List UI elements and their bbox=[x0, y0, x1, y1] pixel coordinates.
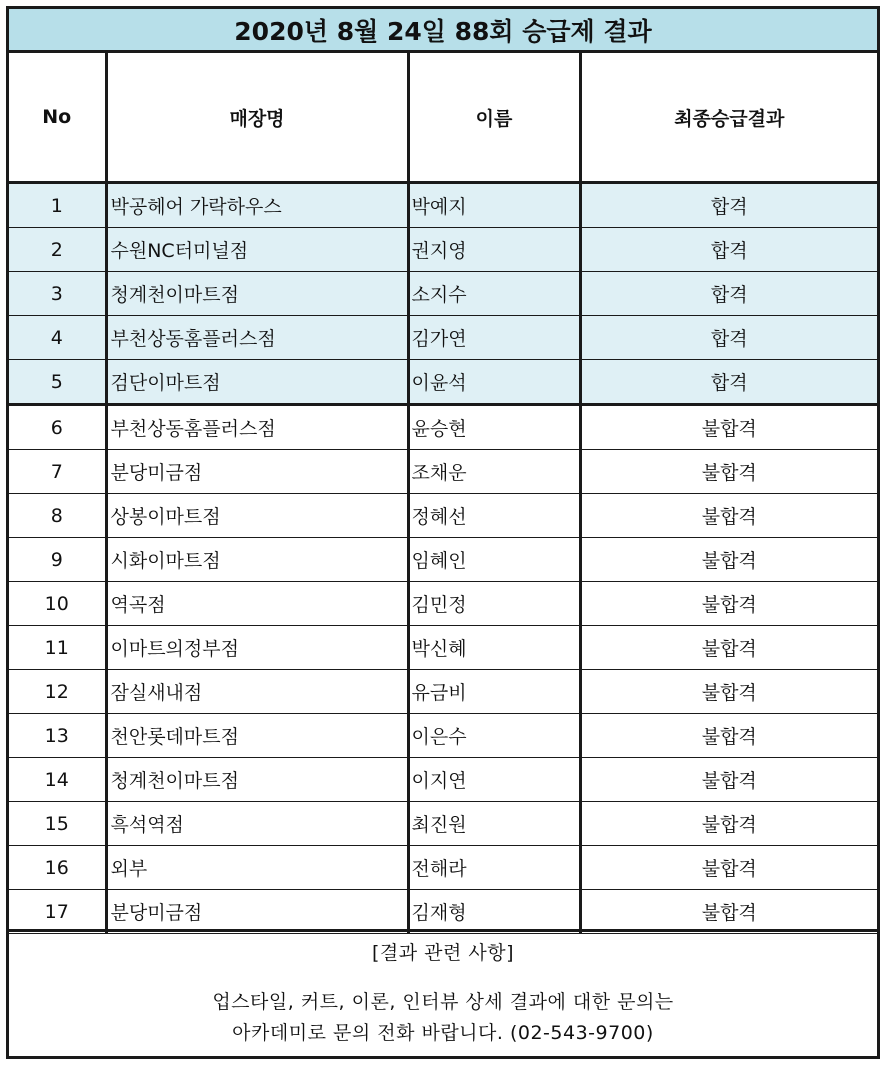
cell-result: 합격 bbox=[580, 272, 877, 316]
cell-result: 합격 bbox=[580, 316, 877, 360]
cell-no: 1 bbox=[9, 183, 106, 228]
notes-line-2: 아카데미로 문의 전화 바랍니다. (02-543-9700) bbox=[232, 1022, 654, 1044]
cell-store: 분당미금점 bbox=[106, 890, 408, 934]
results-sheet bbox=[6, 6, 880, 1059]
cell-result: 불합격 bbox=[580, 802, 877, 846]
cell-store: 부천상동홈플러스점 bbox=[106, 316, 408, 360]
cell-no: 4 bbox=[9, 316, 106, 360]
cell-no: 8 bbox=[9, 494, 106, 538]
cell-result: 불합격 bbox=[580, 890, 877, 934]
cell-name: 임혜인 bbox=[408, 538, 580, 582]
header-row bbox=[9, 53, 877, 183]
cell-name: 이지연 bbox=[408, 758, 580, 802]
header-store: 매장명 bbox=[106, 53, 408, 183]
notes-title: [결과 관련 사항] bbox=[371, 942, 515, 964]
cell-result: 불합격 bbox=[580, 405, 877, 450]
cell-name: 소지수 bbox=[408, 272, 580, 316]
cell-name: 윤승현 bbox=[408, 405, 580, 450]
header-no: No bbox=[9, 53, 106, 183]
cell-no: 9 bbox=[9, 538, 106, 582]
table-row bbox=[9, 450, 877, 494]
results-table bbox=[9, 53, 877, 934]
cell-no: 16 bbox=[9, 846, 106, 890]
table-row bbox=[9, 626, 877, 670]
table-row bbox=[9, 890, 877, 934]
cell-name: 김재형 bbox=[408, 890, 580, 934]
table-row bbox=[9, 272, 877, 316]
cell-result: 불합격 bbox=[580, 582, 877, 626]
cell-no: 13 bbox=[9, 714, 106, 758]
table-row bbox=[9, 228, 877, 272]
table-row bbox=[9, 316, 877, 360]
cell-result: 합격 bbox=[580, 228, 877, 272]
notes-line-1: 업스타일, 커트, 이론, 인터뷰 상세 결과에 대한 문의는 bbox=[212, 991, 674, 1013]
table-row bbox=[9, 183, 877, 228]
results-rows bbox=[9, 183, 877, 934]
cell-result: 불합격 bbox=[580, 538, 877, 582]
cell-name: 김가연 bbox=[408, 316, 580, 360]
table-row bbox=[9, 670, 877, 714]
table-row bbox=[9, 538, 877, 582]
cell-result: 불합격 bbox=[580, 670, 877, 714]
table-row bbox=[9, 582, 877, 626]
cell-result: 불합격 bbox=[580, 714, 877, 758]
table-row bbox=[9, 405, 877, 450]
cell-store: 검단이마트점 bbox=[106, 360, 408, 405]
table-row bbox=[9, 758, 877, 802]
cell-store: 역곡점 bbox=[106, 582, 408, 626]
cell-store: 박공헤어 가락하우스 bbox=[106, 183, 408, 228]
cell-no: 3 bbox=[9, 272, 106, 316]
cell-store: 잠실새내점 bbox=[106, 670, 408, 714]
cell-name: 이은수 bbox=[408, 714, 580, 758]
header-result: 최종승급결과 bbox=[580, 53, 877, 183]
cell-result: 합격 bbox=[580, 183, 877, 228]
cell-name: 최진원 bbox=[408, 802, 580, 846]
table-row bbox=[9, 802, 877, 846]
cell-no: 10 bbox=[9, 582, 106, 626]
cell-name: 이윤석 bbox=[408, 360, 580, 405]
cell-store: 상봉이마트점 bbox=[106, 494, 408, 538]
cell-no: 14 bbox=[9, 758, 106, 802]
cell-no: 15 bbox=[9, 802, 106, 846]
cell-result: 불합격 bbox=[580, 846, 877, 890]
cell-name: 박예지 bbox=[408, 183, 580, 228]
cell-result: 불합격 bbox=[580, 758, 877, 802]
cell-store: 수원NC터미널점 bbox=[106, 228, 408, 272]
table-row bbox=[9, 360, 877, 405]
cell-store: 부천상동홈플러스점 bbox=[106, 405, 408, 450]
table-row bbox=[9, 846, 877, 890]
cell-no: 6 bbox=[9, 405, 106, 450]
cell-no: 12 bbox=[9, 670, 106, 714]
cell-result: 불합격 bbox=[580, 494, 877, 538]
cell-name: 박신혜 bbox=[408, 626, 580, 670]
cell-name: 정혜선 bbox=[408, 494, 580, 538]
table-row bbox=[9, 494, 877, 538]
cell-no: 2 bbox=[9, 228, 106, 272]
cell-name: 조채운 bbox=[408, 450, 580, 494]
cell-no: 17 bbox=[9, 890, 106, 934]
cell-store: 천안롯데마트점 bbox=[106, 714, 408, 758]
cell-name: 김민정 bbox=[408, 582, 580, 626]
cell-store: 시화이마트점 bbox=[106, 538, 408, 582]
cell-store: 분당미금점 bbox=[106, 450, 408, 494]
table-row bbox=[9, 714, 877, 758]
cell-name: 전해라 bbox=[408, 846, 580, 890]
cell-no: 11 bbox=[9, 626, 106, 670]
cell-store: 청계천이마트점 bbox=[106, 758, 408, 802]
cell-result: 합격 bbox=[580, 360, 877, 405]
cell-result: 불합격 bbox=[580, 626, 877, 670]
cell-store: 흑석역점 bbox=[106, 802, 408, 846]
cell-store: 외부 bbox=[106, 846, 408, 890]
cell-no: 5 bbox=[9, 360, 106, 405]
cell-store: 이마트의정부점 bbox=[106, 626, 408, 670]
notes-section bbox=[9, 929, 877, 1056]
cell-result: 불합격 bbox=[580, 450, 877, 494]
cell-name: 유금비 bbox=[408, 670, 580, 714]
cell-no: 7 bbox=[9, 450, 106, 494]
page-title: 2020년 8월 24일 88회 승급제 결과 bbox=[9, 9, 877, 53]
header-name: 이름 bbox=[408, 53, 580, 183]
cell-store: 청계천이마트점 bbox=[106, 272, 408, 316]
cell-name: 권지영 bbox=[408, 228, 580, 272]
